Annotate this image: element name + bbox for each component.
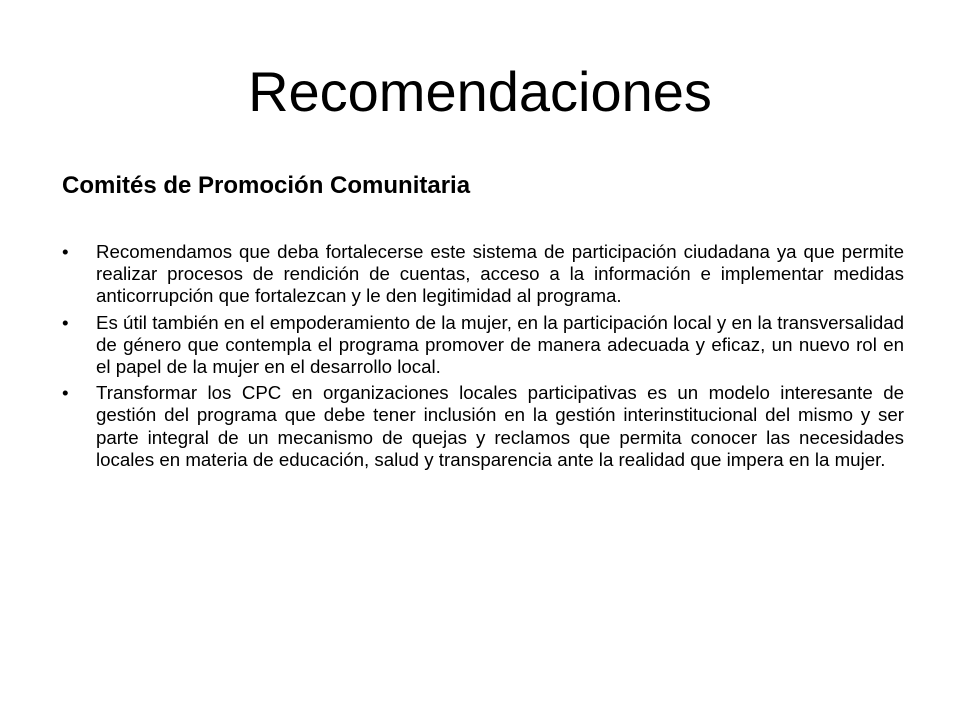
slide-title: Recomendaciones (248, 60, 712, 123)
bullet-item (62, 312, 904, 379)
bullet-text: Recomendamos que deba fortalecerse este sistema de participación ciudadana ya que permite realizar procesos de rendición de cuentas, acceso a la información e implementar medidas anticorrupción que fortalezcan y le den legitimidad al programa. (96, 241, 904, 307)
bullet-icon: • (62, 382, 69, 404)
slide-subtitle: Comités de Promoción Comunitaria (62, 172, 471, 199)
bullet-item (62, 241, 904, 308)
bullet-text: Es útil también en el empoderamiento de la mujer, en la participación local y en la transversalidad de género que contempla el programa promover de manera adecuada y eficaz, un nuevo rol en el papel de la mujer en el desarrollo local. (96, 311, 904, 378)
bullet-item (62, 382, 904, 471)
bullet-icon: • (62, 311, 69, 333)
bullet-list (62, 241, 904, 475)
bullet-icon: • (62, 241, 69, 262)
bullet-text: Transformar los CPC en organizaciones locales participativas es un modelo interesante de gestión del programa que debe tener inclusión en la gestión interinstitucional del mismo y ser parte integral de un mecanismo de quejas y reclamos que permita conocer las necesidades locales en materia de educación, salud y transparencia ante la realidad que impera en la mujer. (96, 382, 904, 470)
